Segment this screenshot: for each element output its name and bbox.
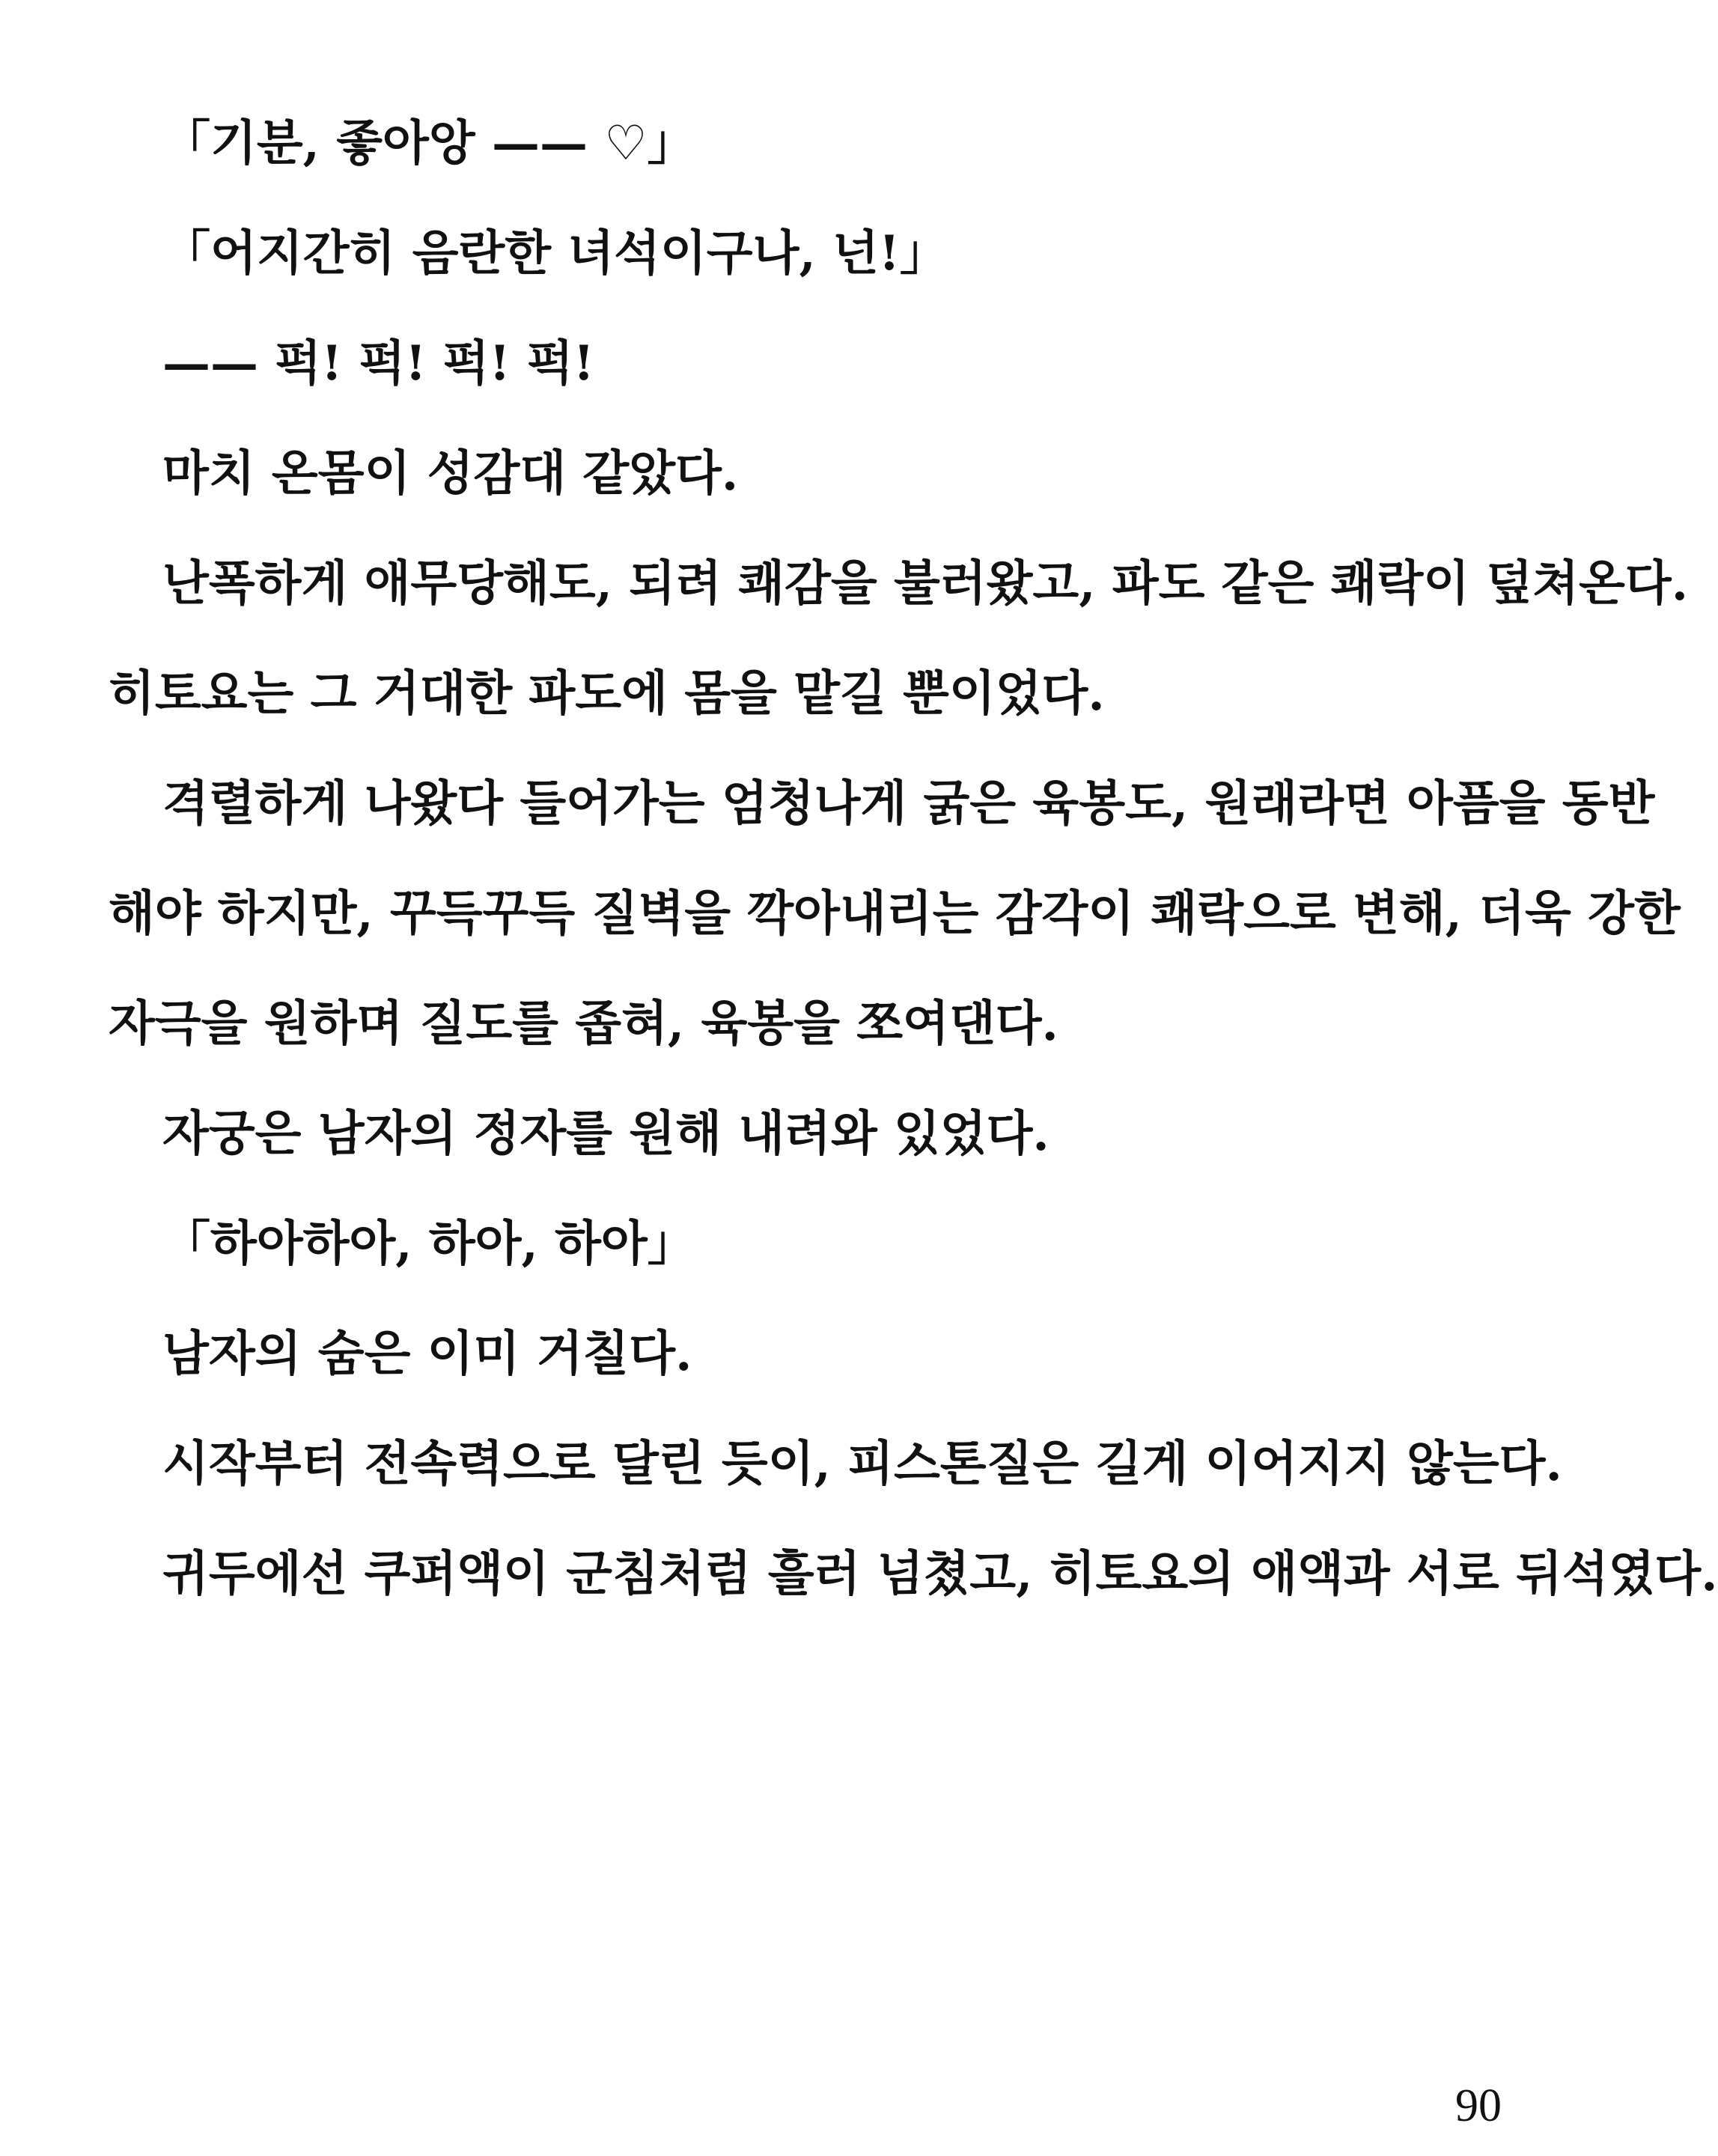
paragraph-line: 해야 하지만, 꾸득꾸득 질벽을 깍아내리는 감각이 쾌락으로 변해, 더욱 강한 — [109, 886, 1681, 942]
paragraph-line: 히토요는 그 거대한 파도에 몸을 맡길 뿐이었다. — [109, 666, 1105, 722]
paragraph-line: 귀두에선 쿠퍼액이 군침처럼 흘러 넘쳤고, 히토요의 애액과 서로 뒤석였다. — [162, 1546, 1718, 1602]
paragraph-line: 난폭하게 애무당해도, 되려 쾌감을 불러왔고, 파도 같은 쾌락이 덮쳐온다. — [162, 555, 1688, 612]
paragraph-line: 자극을 원하며 질도를 좁혀, 육봉을 쪼여댄다. — [109, 996, 1058, 1052]
sound-effect-line: —— 퍽! 퍽! 퍽! 퍽! — [162, 335, 594, 392]
paragraph-line: 자궁은 남자의 정자를 원해 내려와 있었다. — [162, 1106, 1050, 1162]
dialogue-line: 「어지간히 음란한 녀석이구나, 넌!」 — [162, 225, 948, 281]
paragraph-line: 시작부터 전속력으로 달린 듯이, 피스톤질은 길게 이어지지 않는다. — [162, 1436, 1562, 1492]
dialogue-line: 「하아하아, 하아, 하아」 — [162, 1216, 695, 1272]
dialogue-line: 「기분, 좋아앙 —— ♡」 — [162, 115, 695, 171]
body-text — [109, 88, 1718, 1629]
paragraph-line: 격렬하게 나왔다 들어가는 엄청나게 굵은 육봉도, 원래라면 아픔을 동반 — [162, 776, 1655, 832]
paragraph-line: 남자의 숨은 이미 거칠다. — [162, 1326, 692, 1382]
paragraph-line: 마치 온몸이 성감대 같았다. — [162, 445, 739, 502]
page-number: 90 — [1455, 2080, 1502, 2131]
